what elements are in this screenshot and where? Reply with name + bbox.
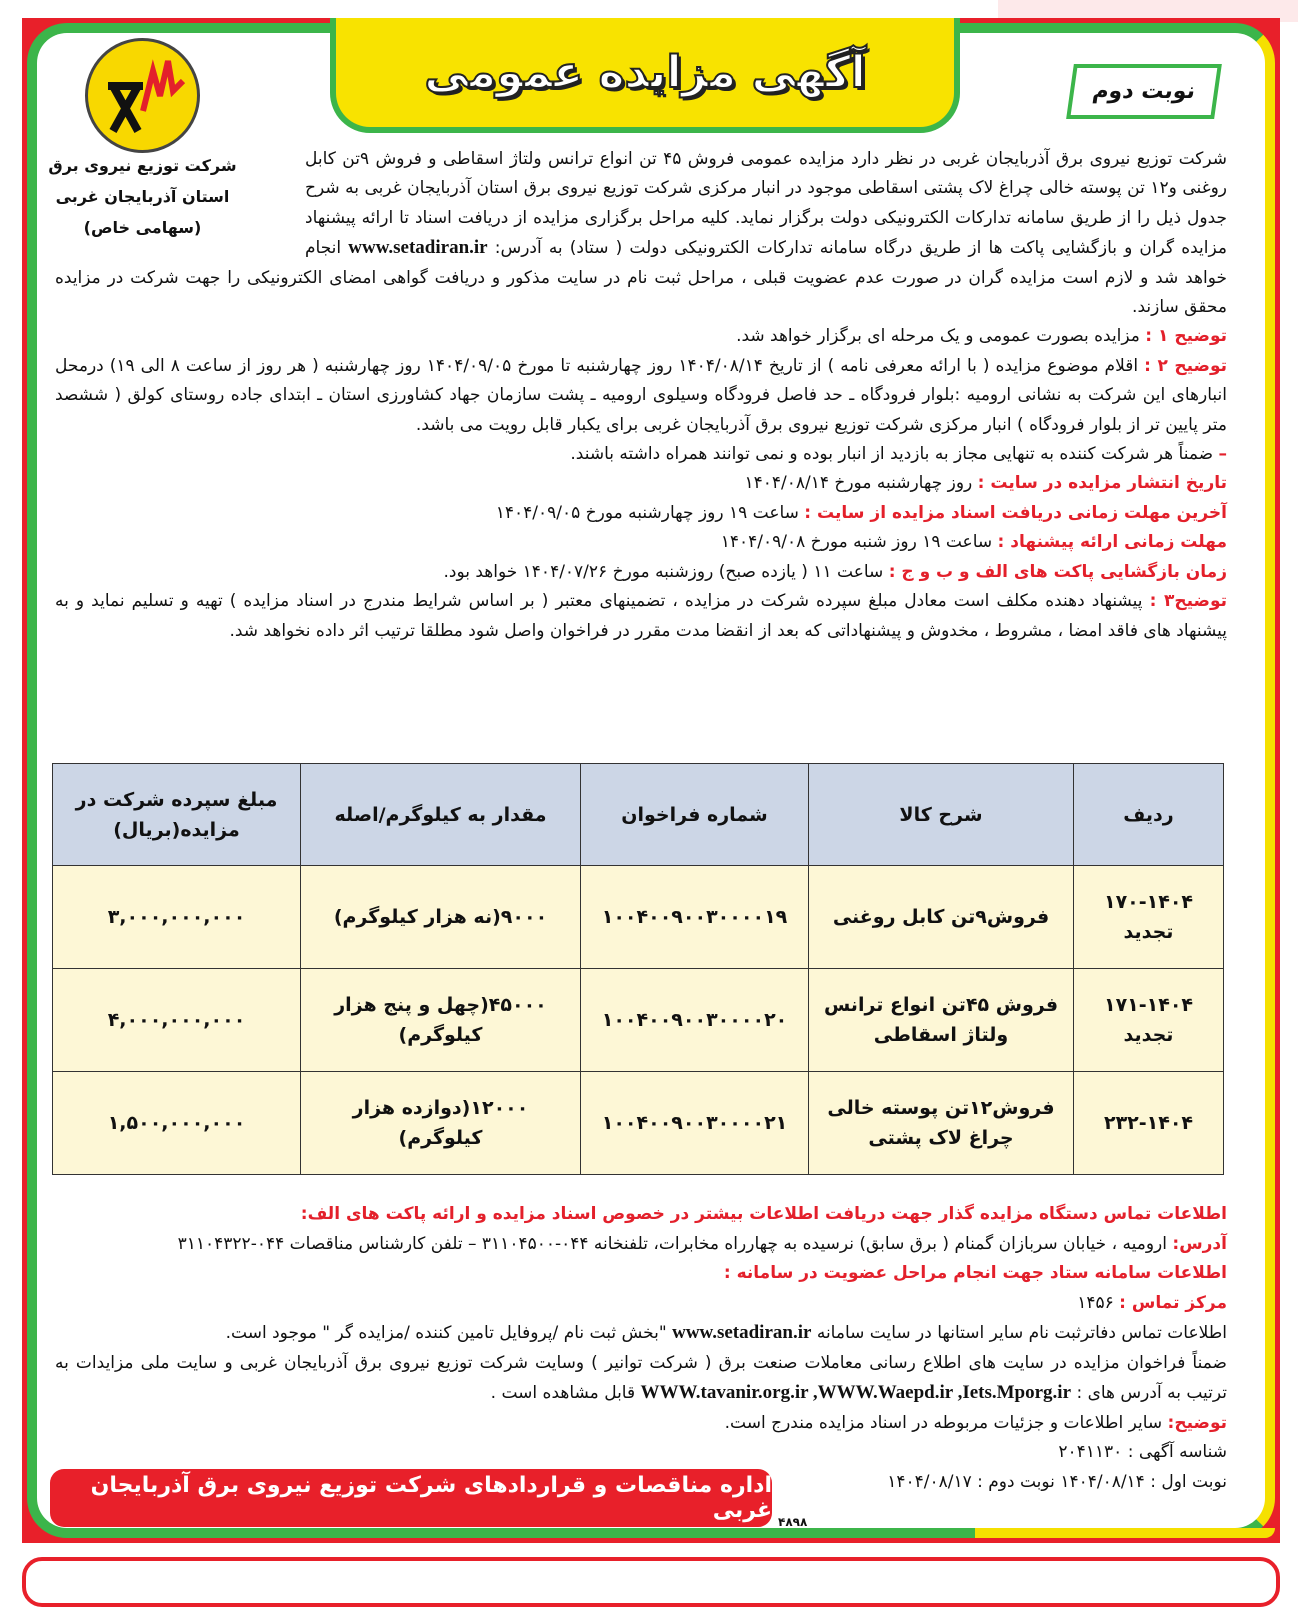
col-header: شرح کالا [809, 764, 1074, 866]
table-row: ۱۷۰-۱۴۰۴ تجدید فروش۹تن کابل روغنی ۱۰۰۴۰۰۹۰۰۳۰۰۰۰۱۹ ۹۰۰۰(نه هزار کیلوگرم) ۳,۰۰۰,۰۰۰,۰۰۰ [53, 866, 1224, 969]
note-1: توضیح ۱ : مزایده بصورت عمومی و یک مرحله ای برگزار خواهد شد. [736, 326, 1227, 347]
ad-body [55, 145, 1227, 646]
tavanir-logo-icon [98, 51, 188, 141]
company-line: استان آذربایجان غربی [55, 187, 230, 206]
opening-time: زمان بازگشایی پاکت های الف و ب و ج : ساعت ۱۱ ( یازده صبح) روزشنبه مورخ ۱۴۰۴/۰۷/۲۶ خواهد بود. [443, 561, 1227, 582]
table-row: ۲۳۲-۱۴۰۴ فروش۱۲تن پوسته خالی چراغ لاک پشتی ۱۰۰۴۰۰۹۰۰۳۰۰۰۰۲۱ ۱۲۰۰۰(دوازده هزار کیلوگرم) ۱,۵۰۰,۰۰۰,۰۰۰ [53, 1072, 1224, 1175]
ad-id: شناسه آگهی : ۲۰۴۱۱۳۰ [1058, 1442, 1227, 1462]
ad-code: ۴۸۹۸ [778, 1515, 808, 1529]
next-ad-border [22, 1557, 1280, 1607]
col-header: ردیف [1074, 764, 1224, 866]
title-banner [330, 18, 960, 133]
round-badge: نوبت دوم [1066, 64, 1222, 119]
offer-deadline: مهلت زمانی ارائه پیشنهاد : ساعت ۱۹ روز شنبه مورخ ۱۴۰۴/۰۹/۰۸ [720, 532, 1227, 553]
offices-info: اطلاعات تماس دفاترثبت نام سایر استانها در سایت سامانه www.setadiran.ir "بخش ثبت نام /پروفایل تامین کننده /مزایده گر " موجود است. [225, 1322, 1227, 1343]
company-line: (سهامی خاص) [83, 218, 202, 237]
note-3: توضیح۳ : پیشنهاد دهنده مکلف است معادل مبلغ سپرده شرکت در مزایده ، تضمینهای معتبر ( بر اساس شرایط مندرج در اسناد مزایده ) تهیه و تسلیم نماید و به پیشنهاد های فاقد امضا ، مشروط ، مخدوش و پیشنهاداتی که بعد از انقضا مدت مقرر در فراخوان واصل شود مطلقا ترتیب اثر داده نخواهد شد. [55, 591, 1228, 641]
intro-paragraph: شرکت توزیع نیروی برق آذربایجان غربی در نظر دارد مزایده عمومی فروش ۴۵ تن انواع ترانس ولتاژ اسقاطی و فروش ۹تن کابل روغنی و۱۲ تن پوسته خالی چراغ لاک پشتی اسقاطی موجود در انبار مرکزی شرکت توزیع نیروی برق استان آذربایجان غربی به شرح جدول ذیل را از طریق سامانه تدارکات الکترونیکی دولت برگزار نماید. کلیه مراحل برگزاری مزایده از دریافت اسناد تا ارائه پیشنهاد مزایده گران و بازگشایی پاکت ها از طریق درگاه سامانه تدارکات الکترونیکی دولت ( ستاد) به آدرس: www.setadiran.ir انجام خواهد شد و لازم است مزایده گران در صورت عدم عضویت قبلی ، مراحل ثبت نام در سایت مذکور و دریافت گواهی امضای الکترونیکی را جهت شرکت در مزایده محقق سازند. [55, 149, 1228, 318]
sites-info: ضمناً فراخوان مزایده در سایت های اطلاع رسانی معاملات صنعت برق ( شرکت توانیر ) وسایت شرکت توزیع نیروی برق آذربایجان غربی و سایت ملی مزایدات به ترتیب به آدرس های : WWW.tavanir.org.ir ,WWW.Waepd.ir ,Iets.Mporg.ir قابل مشاهده است . [55, 1352, 1227, 1403]
company-line: شرکت توزیع نیروی برق [48, 156, 237, 175]
col-header: شماره فراخوان [581, 764, 809, 866]
setad-link[interactable]: www.setadiran.ir [672, 1322, 812, 1343]
note-visit: – ضمناً هر شرکت کننده به تنهایی مجاز به بازدید از انبار بوده و نمی توانند همراه داشته باشند. [570, 444, 1227, 465]
contact-heading: اطلاعات تماس دستگاه مزایده گذار جهت دریافت اطلاعات بیشتر در خصوص اسناد مزایده و ارائه پاکت های الف: [300, 1204, 1227, 1224]
col-header: مقدار به کیلوگرم/اصله [301, 764, 581, 866]
contact-section [55, 1200, 1227, 1497]
setad-heading: اطلاعات سامانه ستاد جهت انجام مراحل عضویت در سامانه : [723, 1263, 1227, 1283]
call-center: مرکز تماس : ۱۴۵۶ [1077, 1292, 1227, 1313]
note-2: توضیح ۲ : اقلام موضوع مزایده ( با ارائه معرفی نامه ) از تاریخ ۱۴۰۴/۰۸/۱۴ روز چهارشنبه تا مورخ ۱۴۰۴/۰۹/۰۵ روز چهارشنبه ( هر روز از ساعت ۸ الی ۱۹) درمحل انبارهای این شرکت به نشانی ارومیه :بلوار فرودگاه ـ حد فاصل فرودگاه وسیلوی ارومیه ـ پشت سازمان جهاد کشاورزی استان ـ ابتدای جاده روستای کولق ( ششصد متر پایین تر از بلوار فرودگاه ) انبار مرکزی شرکت توزیع نیروی برق آذربایجان غربی برای یکبار قابل رویت می باشد. [55, 355, 1228, 435]
page-title: آگهی مزایده عمومی [424, 47, 866, 98]
publish-date: تاریخ انتشار مزایده در سایت : روز چهارشنبه مورخ ۱۴۰۴/۰۸/۱۴ [744, 473, 1227, 494]
final-note: توضیح: سایر اطلاعات و جزئیات مربوطه در اسناد مزایده مندرج است. [724, 1412, 1227, 1433]
address: آدرس: ارومیه ، خیابان سربازان گمنام ( برق سابق) نرسیده به چهارراه مخابرات، تلفنخانه ۰۴۴-۳۱۱۰۴۵۰۰ – تلفن کارشناس مناقصات ۰۴۴-۳۱۱۰۴۳۲۲ [177, 1233, 1227, 1254]
auction-table [52, 763, 1224, 1175]
publish-rounds: نوبت اول : ۱۴۰۴/۰۸/۱۴ نوبت دوم : ۱۴۰۴/۰۸/۱۷ [887, 1471, 1227, 1492]
setad-link[interactable]: www.setadiran.ir [348, 237, 488, 259]
table-row: ۱۷۱-۱۴۰۴ تجدید فروش ۴۵تن انواع ترانس ولتاژ اسقاطی ۱۰۰۴۰۰۹۰۰۳۰۰۰۰۲۰ ۴۵۰۰۰(چهل و پنج هزار کیلوگرم) ۴,۰۰۰,۰۰۰,۰۰۰ [53, 969, 1224, 1072]
site-links[interactable]: WWW.tavanir.org.ir ,WWW.Waepd.ir ,Iets.Mporg.ir [640, 1382, 1072, 1403]
doc-deadline: آخرین مهلت زمانی دریافت اسناد مزایده از سایت : ساعت ۱۹ روز چهارشنبه مورخ ۱۴۰۴/۰۹/۰۵ [495, 502, 1227, 523]
col-header: مبلغ سپرده شرکت در مزایده(بریال) [53, 764, 301, 866]
table-header [53, 764, 1224, 866]
company-logo [85, 38, 200, 153]
department-banner: اداره مناقصات و قراردادهای شرکت توزیع نیروی برق آذربایجان غربی [50, 1469, 772, 1527]
